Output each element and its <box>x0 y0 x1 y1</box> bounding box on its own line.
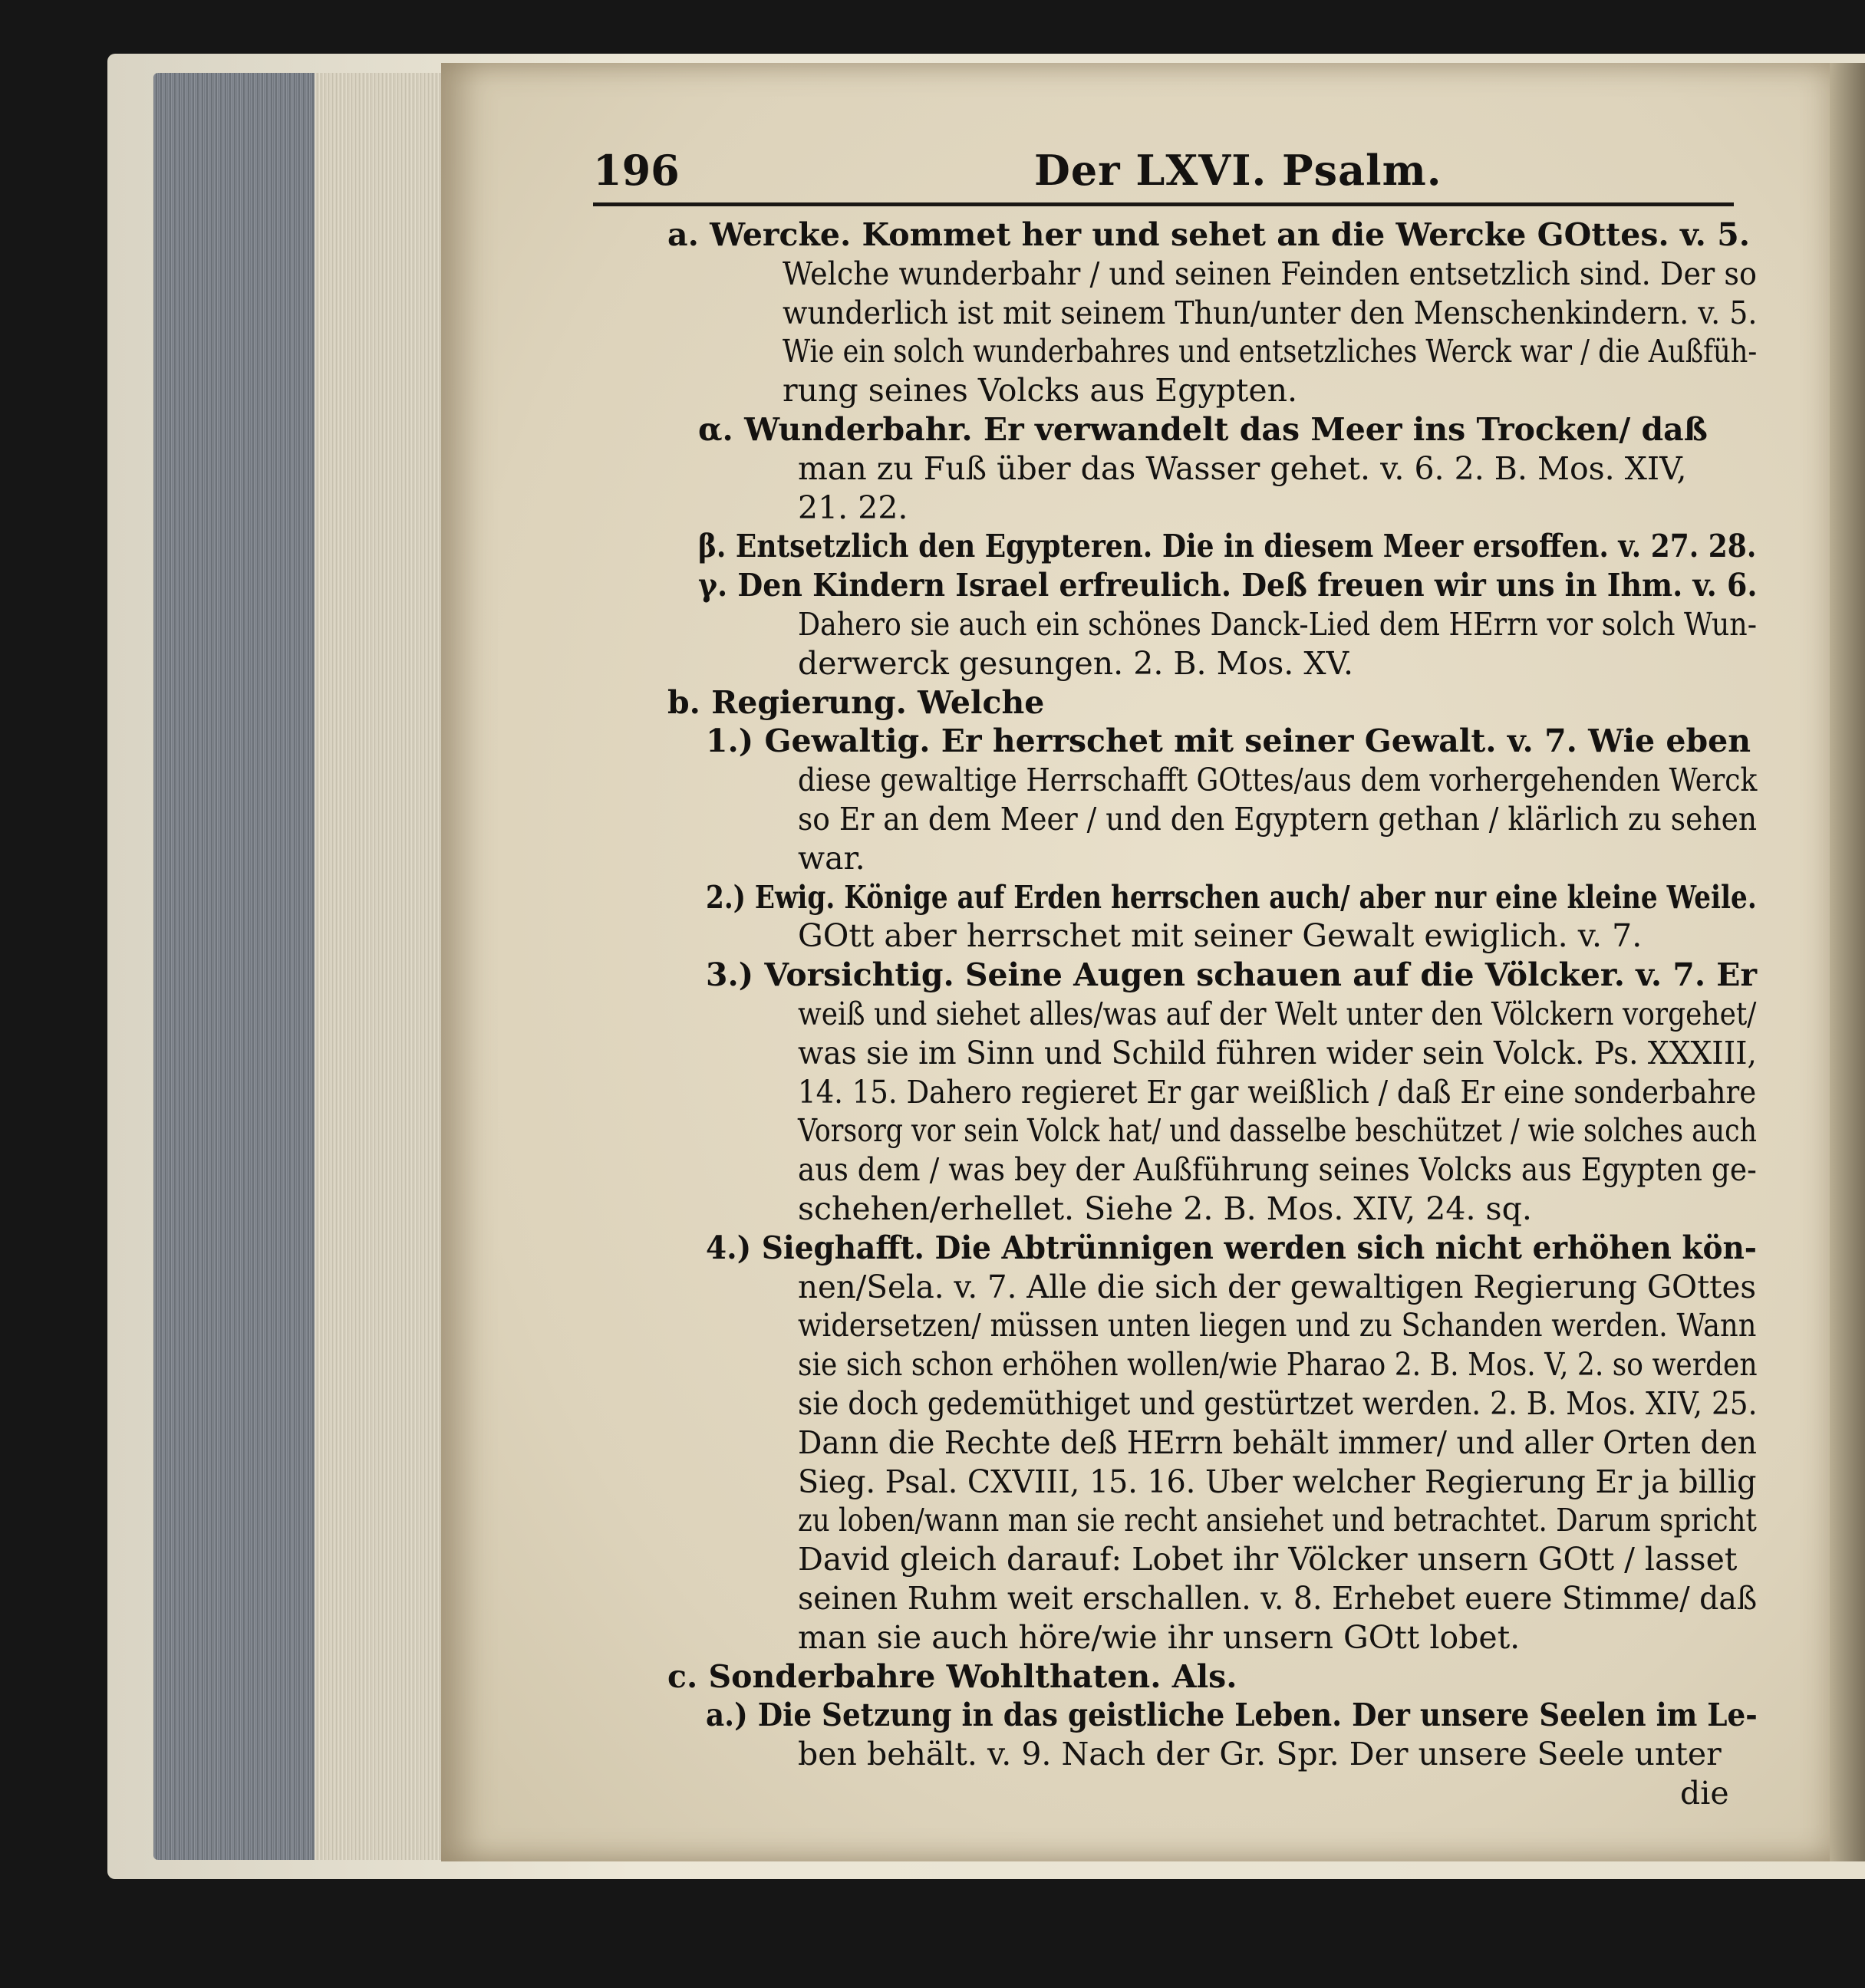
text-line: 1.) Gewaltig. Er herrschet mit seiner Gewalt. v. 7. Wie eben <box>706 722 1751 759</box>
text-line: David gleich darauf: Lobet ihr Völcker unsern GOtt / lasset <box>798 1541 1738 1578</box>
body-text <box>667 216 1758 1812</box>
text-line: sie sich schon erhöhen wollen/wie Pharao 2. B. Mos. V, 2. so werden <box>798 1346 1758 1383</box>
text-line: 21. 22. <box>798 489 908 526</box>
page-edges-light <box>315 73 445 1860</box>
text-line: β. Entsetzlich den Egypteren. Die in diesem Meer ersoffen. v. 27. 28. <box>698 528 1757 564</box>
text-line: α. Wunderbahr. Er verwandelt das Meer ins Trocken/ daß <box>698 411 1708 448</box>
text-line: zu loben/wann man sie recht ansiehet und betrachtet. Darum spricht <box>798 1502 1757 1539</box>
text-line: so Er an dem Meer / und den Egyptern gethan / klärlich zu sehen <box>798 801 1758 838</box>
text-line: Wie ein solch wunderbahres und entsetzliches Werck war / die Außfüh- <box>783 333 1758 370</box>
text-line: die <box>1680 1775 1729 1812</box>
running-title: Der LXVI. Psalm. <box>1034 146 1442 195</box>
gutter-shadow <box>1830 63 1865 1861</box>
text-line: rung seines Volcks aus Egypten. <box>783 372 1298 409</box>
text-line: Dann die Rechte deß HErrn behält immer/ und aller Orten den <box>798 1424 1757 1461</box>
text-line: 3.) Vorsichtig. Seine Augen schauen auf die Völcker. v. 7. Er <box>706 956 1758 993</box>
page-number: 196 <box>593 146 680 195</box>
text-line: wunderlich ist mit seinem Thun/unter den Menschenkindern. v. 5. <box>783 295 1758 331</box>
text-line: GOtt aber herrschet mit seiner Gewalt ewiglich. v. 7. <box>798 917 1643 954</box>
text-line: man sie auch höre/wie ihr unsern GOtt lobet. <box>798 1619 1521 1656</box>
text-line: derwerck gesungen. 2. B. Mos. XV. <box>798 645 1354 682</box>
text-line: a.) Die Setzung in das geistliche Leben. Der unsere Seelen im Le- <box>706 1697 1758 1733</box>
text-line: schehen/erhellet. Siehe 2. B. Mos. XIV, 24. sq. <box>798 1190 1532 1227</box>
text-line: a. Wercke. Kommet her und sehet an die Wercke GOttes. v. 5. <box>667 216 1750 253</box>
text-line: Sieg. Psal. CXVIII, 15. 16. Uber welcher Regierung Er ja billig <box>798 1463 1757 1500</box>
text-line: 4.) Sieghafft. Die Abtrünnigen werden sich nicht erhöhen kön- <box>706 1229 1757 1266</box>
text-line: b. Regierung. Welche <box>667 684 1045 721</box>
text-line: Welche wunderbahr / und seinen Feinden entsetzlich sind. Der so <box>783 255 1757 292</box>
text-line: war. <box>798 840 865 877</box>
text-line: man zu Fuß über das Wasser gehet. v. 6. 2. B. Mos. XIV, <box>798 450 1687 487</box>
text-line: diese gewaltige Herrschafft GOttes/aus dem vorhergehenden Werck <box>798 762 1758 798</box>
header-rule <box>593 202 1734 206</box>
text-line: nen/Sela. v. 7. Alle die sich der gewaltigen Regierung GOttes <box>798 1269 1757 1305</box>
text-line: 14. 15. Dahero regieret Er gar weißlich / daß Er eine sonderbahre <box>798 1074 1757 1111</box>
text-line: ben behält. v. 9. Nach der Gr. Spr. Der unsere Seele unter <box>798 1736 1722 1772</box>
text-line: Vorsorg vor sein Volck hat/ und dasselbe beschützet / wie solches auch <box>798 1112 1757 1149</box>
text-line: c. Sonderbahre Wohlthaten. Als. <box>667 1658 1237 1695</box>
text-line: Dahero sie auch ein schönes Danck-Lied dem HErrn vor solch Wun- <box>798 606 1757 643</box>
text-line: weiß und siehet alles/was auf der Welt unter den Völckern vorgehet/ <box>798 996 1757 1032</box>
text-line: γ. Den Kindern Israel erfreulich. Deß freuen wir uns in Ihm. v. 6. <box>698 567 1758 604</box>
text-line: was sie im Sinn und Schild führen wider sein Volck. Ps. XXXIII, <box>798 1035 1757 1071</box>
text-line: widersetzen/ müssen unten liegen und zu Schanden werden. Wann <box>798 1307 1757 1344</box>
text-line: aus dem / was bey der Außführung seines Volcks aus Egypten ge- <box>798 1151 1757 1188</box>
text-line: seinen Ruhm weit erschallen. v. 8. Erhebet euere Stimme/ daß <box>798 1580 1758 1617</box>
text-line: 2.) Ewig. Könige auf Erden herrschen auch/ aber nur eine kleine Weile. <box>706 879 1757 916</box>
text-line: sie doch gedemüthiget und gestürtzet werden. 2. B. Mos. XIV, 25. <box>798 1385 1758 1422</box>
